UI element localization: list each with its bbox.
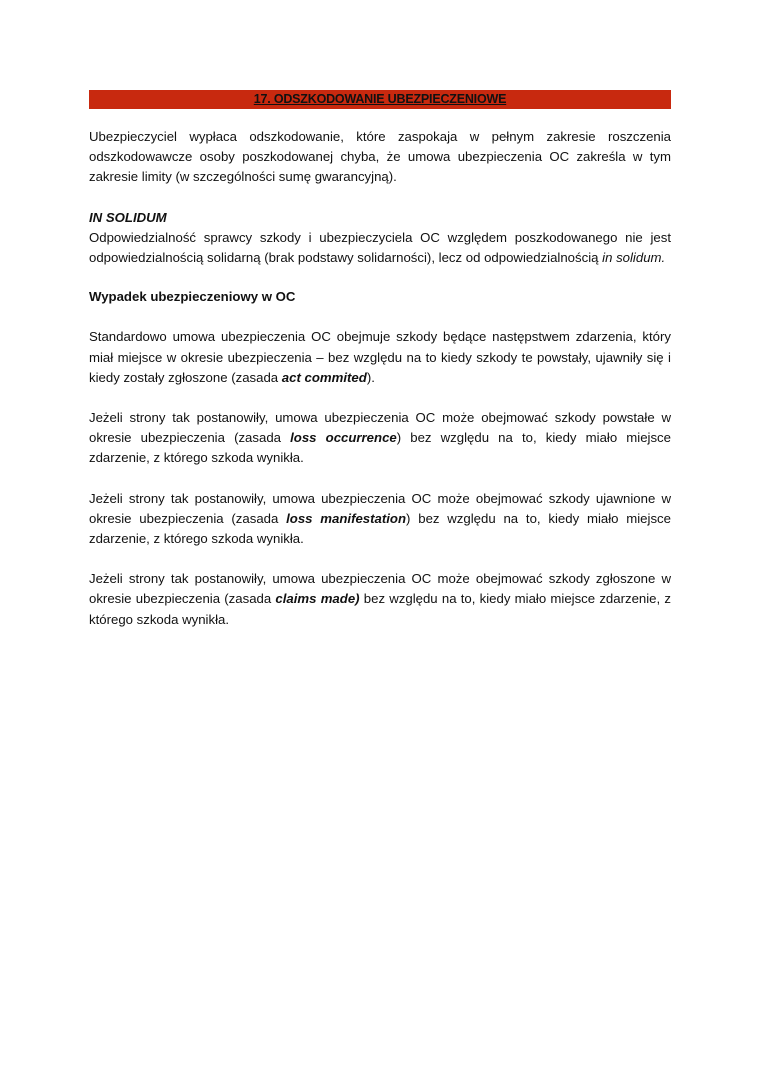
paragraph-loss-manifestation-end: ) bez względu na to, kiedy miało miejsce zdarzenie, z którego szkoda wynikła. — [89, 510, 671, 547]
paragraph-in-solidum — [89, 228, 671, 268]
paragraph-act-committed-start: Standardowo umowa ubezpieczenia OC obejmuje szkody będące następstwem zdarzenia, który miał miejsce w okresie ubezpieczenia – bez względu na to kiedy szkody te powstały, ujawniły się i kiedy zostały zgłoszone (zasada — [89, 329, 671, 385]
paragraph-loss-manifestation-start: Jeżeli strony tak postanowiły, umowa ubezpieczenia OC może obejmować szkody ujawnione w okresie ubezpieczenia (zasada — [89, 490, 671, 526]
section-heading-title: 17. ODSZKODOWANIE UBEZPIECZENIOWE — [253, 92, 507, 106]
section-heading-bar — [89, 90, 671, 109]
paragraph-act-committed-end: ). — [366, 369, 375, 385]
paragraph-compensation — [89, 127, 671, 188]
subheading-insured-event — [89, 287, 671, 307]
paragraph-loss-occurrence-end: ) bez względu na to, kiedy miało miejsce zdarzenie, z którego szkoda wynikła. — [89, 430, 671, 466]
paragraph-claims-made-start: Jeżeli strony tak postanowiły, umowa ubezpieczenia OC może obejmować szkody zgłoszone w okresie ubezpieczenia (zasada — [89, 571, 671, 607]
paragraph-claims-made-end: bez względu na to, kiedy miało miejsce zdarzenie, z którego szkoda wynikła. — [89, 591, 671, 627]
term-loss-occurrence: loss occurrence — [290, 430, 397, 446]
paragraph-loss-occurrence — [89, 408, 671, 469]
term-claims-made: claims made) — [275, 591, 360, 607]
subheading-insured-event-text: Wypadek ubezpieczeniowy w OC — [89, 289, 296, 305]
paragraph-act-committed — [89, 327, 671, 388]
term-loss-manifestation: loss manifestation — [286, 510, 407, 526]
document-page — [89, 90, 671, 630]
paragraph-loss-occurrence-start: Jeżeli strony tak postanowiły, umowa ubezpieczenia OC może obejmować szkody powstałe w okresie ubezpieczenia (zasada — [89, 410, 671, 446]
paragraph-loss-manifestation — [89, 489, 671, 550]
paragraph-in-solidum-text: Odpowiedzialność sprawcy szkody i ubezpieczyciela OC względem poszkodowanego nie jest odpowiedzialnością solidarną (brak podstawy solidarności), lecz od odpowiedzialnością — [89, 229, 671, 266]
in-solidum-label-text: IN SOLIDUM — [89, 209, 167, 225]
paragraph-claims-made — [89, 569, 671, 630]
in-solidum-label — [89, 208, 671, 228]
paragraph-compensation-text: Ubezpieczyciel wypłaca odszkodowanie, które zaspokaja w pełnym zakresie roszczenia odszkodowawcze osoby poszkodowanej chyba, że umowa ubezpieczenia OC zakreśla w tym zakresie limity (w szczególności sumę gwarancyjną). — [89, 129, 671, 185]
term-act-commited: act commited — [281, 369, 367, 385]
paragraph-in-solidum-italic: in solidum. — [602, 250, 666, 266]
